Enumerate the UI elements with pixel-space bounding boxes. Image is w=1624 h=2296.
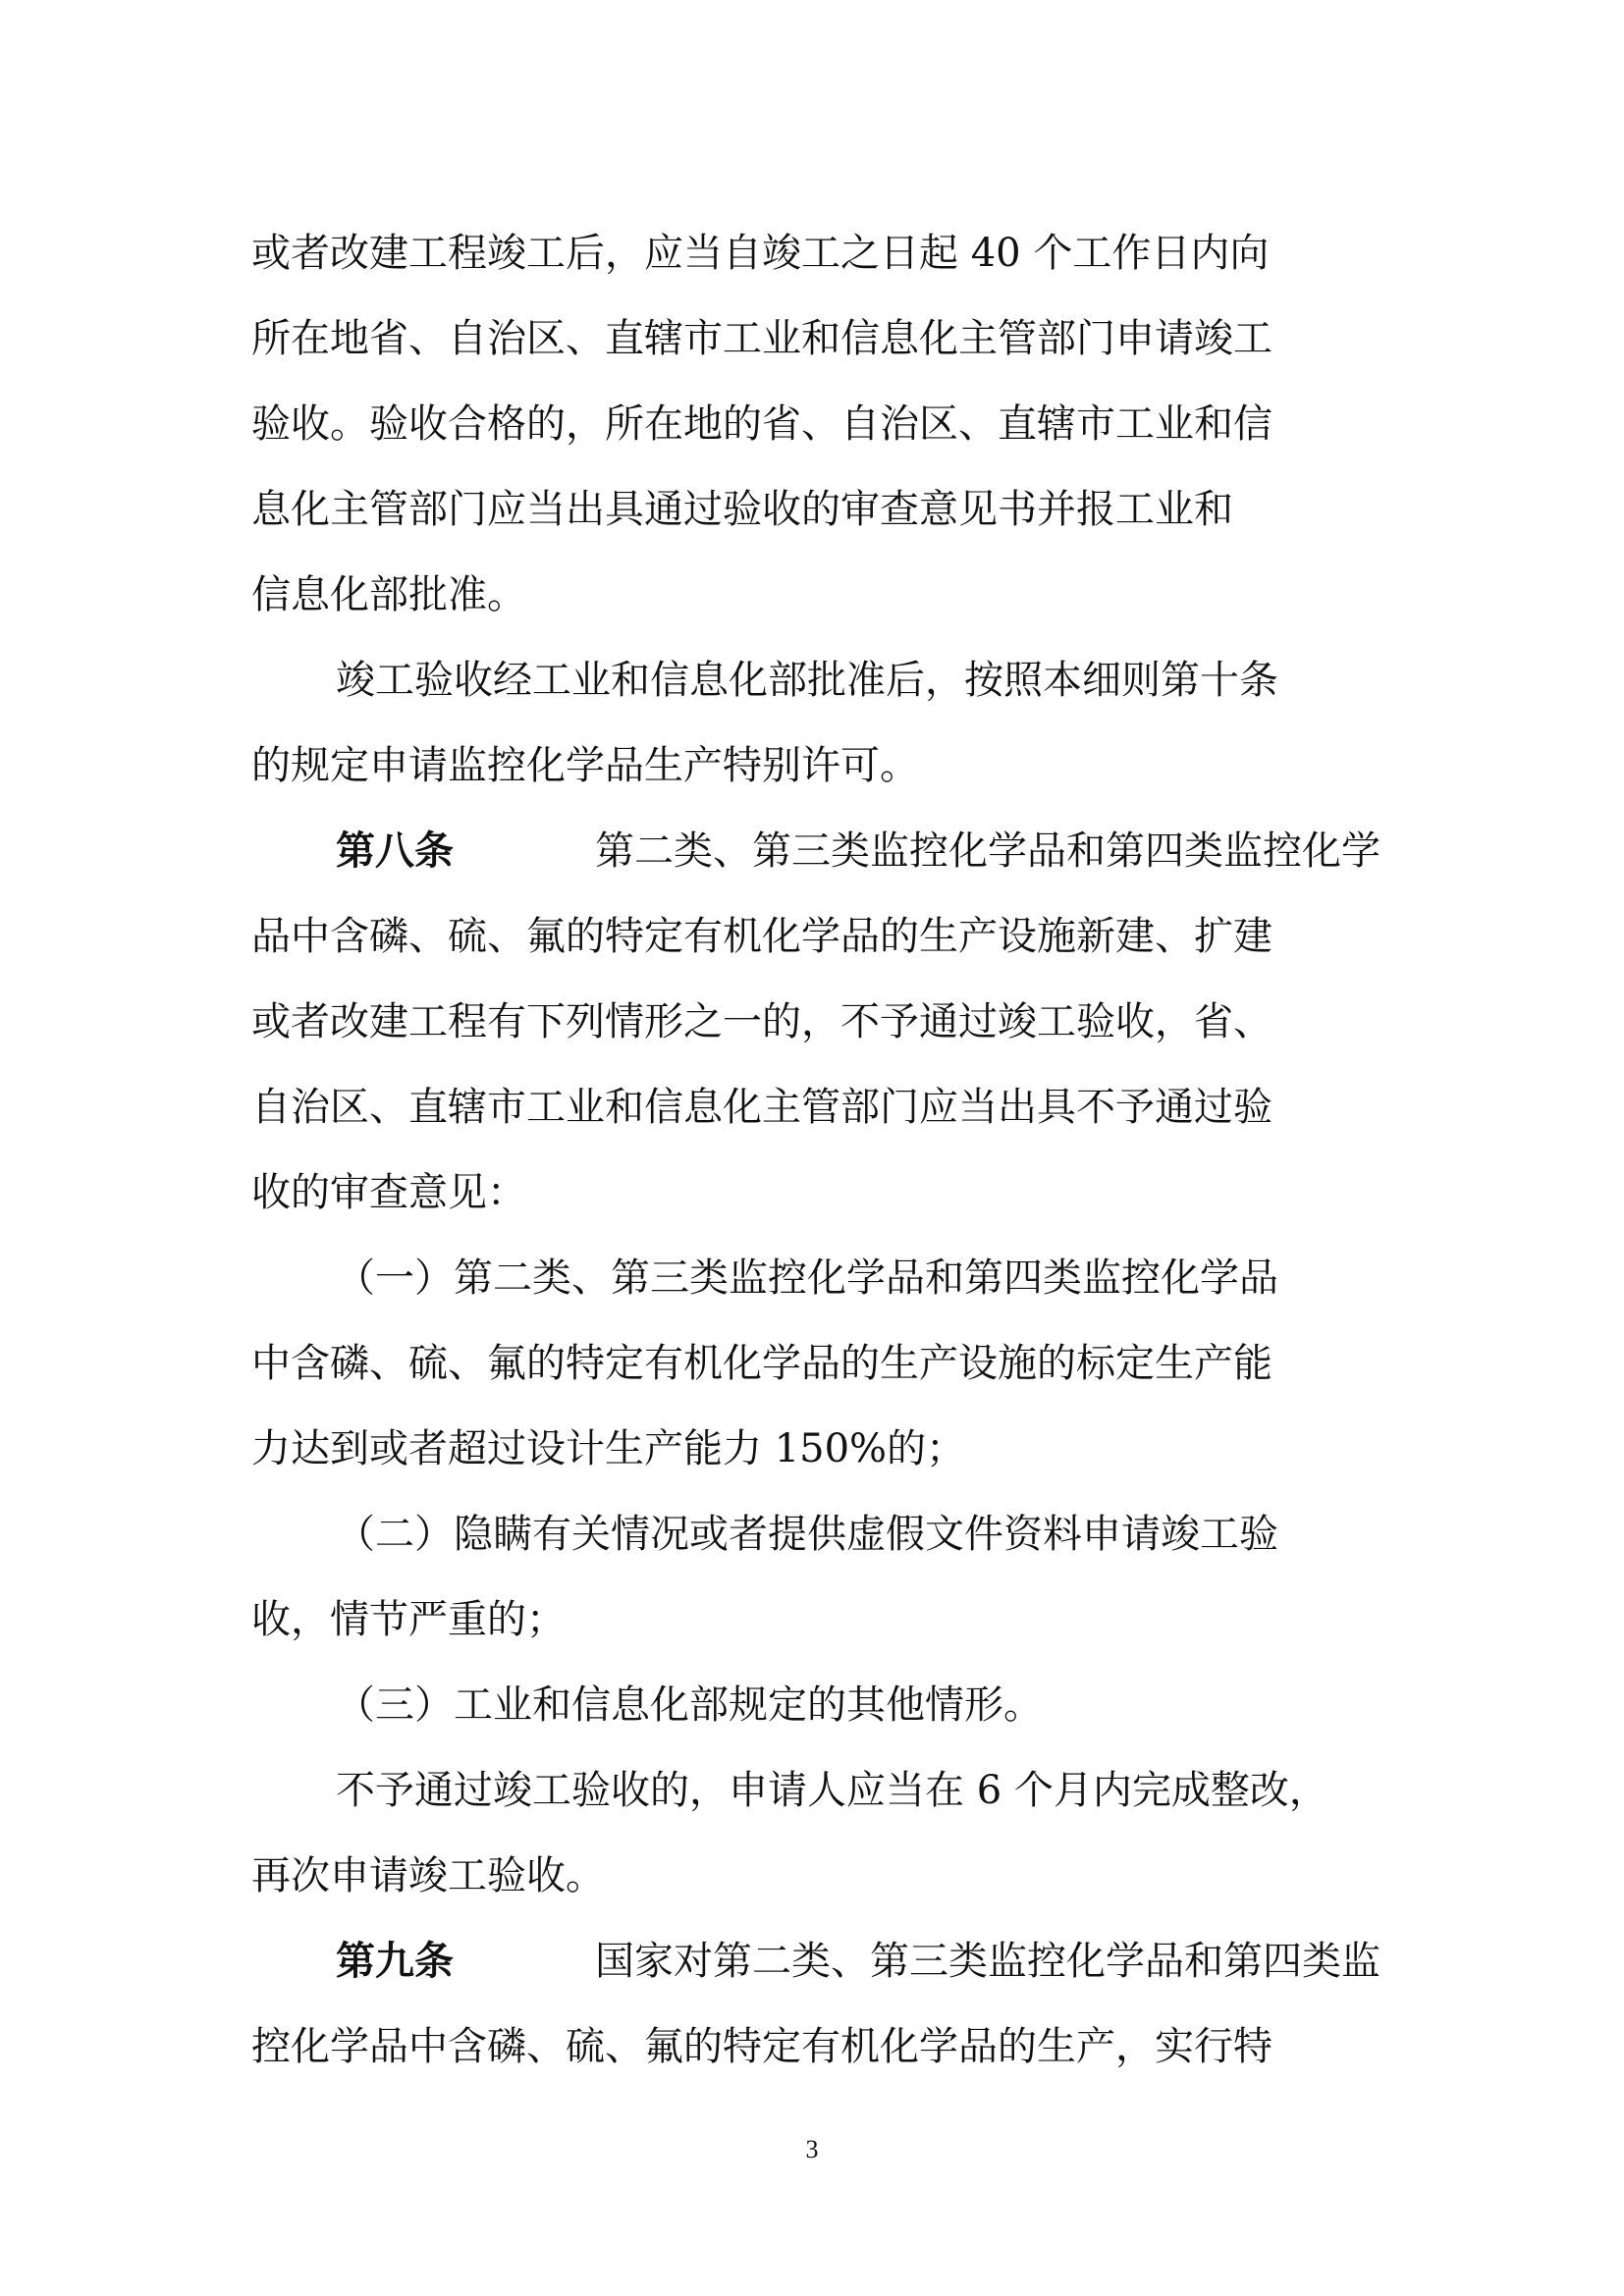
text-line: [251, 382, 1380, 467]
text-line: [251, 1321, 1380, 1407]
text-line: [251, 980, 1380, 1065]
text-line: [251, 296, 1380, 382]
text-line: [251, 553, 1380, 638]
text-line: [251, 638, 1380, 723]
text-line: [251, 2004, 1380, 2090]
line-text: 信息化部批准。: [251, 572, 526, 617]
line-text: 第二类、第三类监控化学品和第四类监控化学: [595, 828, 1380, 874]
body-text: [251, 211, 1380, 2090]
line-text: 所在地省、自治区、直辖市工业和信息化主管部门申请竣工: [251, 316, 1272, 361]
line-text: 收的审查意见：: [251, 1170, 526, 1215]
line-text: 息化主管部门应当出具通过验收的审查意见书并报工业和: [251, 487, 1233, 532]
text-line: [251, 467, 1380, 553]
line-text: 控化学品中含磷、硫、氟的特定有机化学品的生产，实行特: [251, 2024, 1272, 2069]
text-line: [251, 894, 1380, 980]
line-text: （一）第二类、第三类监控化学品和第四类监控化学品: [336, 1255, 1278, 1301]
line-text: 竣工验收经工业和信息化部批准后，按照本细则第十条: [336, 658, 1278, 703]
line-text: 的规定申请监控化学品生产特别许可。: [251, 743, 919, 788]
line-text: 收，情节严重的；: [251, 1597, 566, 1642]
list-item-1: [251, 1236, 1380, 1321]
article-title: 第九条: [336, 1939, 454, 1984]
line-text: 自治区、直辖市工业和信息化主管部门应当出具不予通过验: [251, 1085, 1272, 1130]
text-line: [251, 1407, 1380, 1492]
line-text: 不予通过竣工验收的，申请人应当在 6 个月内完成整改，: [336, 1768, 1328, 1813]
line-text: （二）隐瞒有关情况或者提供虚假文件资料申请竣工验: [336, 1512, 1278, 1557]
line-text: 再次申请竣工验收。: [251, 1853, 605, 1898]
text-line: [251, 1150, 1380, 1236]
text-line: [251, 1748, 1380, 1834]
line-text: 验收。验收合格的，所在地的省、自治区、直辖市工业和信: [251, 401, 1272, 447]
line-text: 国家对第二类、第三类监控化学品和第四类监: [595, 1939, 1380, 1984]
line-text: 中含磷、硫、氟的特定有机化学品的生产设施的标定生产能: [251, 1341, 1272, 1386]
list-item-3: [251, 1663, 1380, 1748]
text-line: [251, 1577, 1380, 1663]
line-text: 或者改建工程竣工后，应当自竣工之日起 40 个工作日内向: [251, 231, 1270, 276]
article-title: 第八条: [336, 828, 454, 874]
line-text: （三）工业和信息化部规定的其他情形。: [336, 1682, 1043, 1728]
line-text: 品中含磷、硫、氟的特定有机化学品的生产设施新建、扩建: [251, 914, 1272, 959]
article-8-first-line: [251, 809, 1380, 894]
article-9-first-line: [251, 1919, 1380, 2004]
list-item-2: [251, 1492, 1380, 1577]
line-text: 或者改建工程有下列情形之一的，不予通过竣工验收，省、: [251, 999, 1272, 1044]
page-number: 3: [805, 2135, 819, 2163]
text-line: [251, 211, 1380, 296]
text-line: [251, 723, 1380, 809]
text-line: [251, 1065, 1380, 1150]
text-line: [251, 1834, 1380, 1919]
line-text: 力达到或者超过设计生产能力 150%的；: [251, 1426, 966, 1471]
